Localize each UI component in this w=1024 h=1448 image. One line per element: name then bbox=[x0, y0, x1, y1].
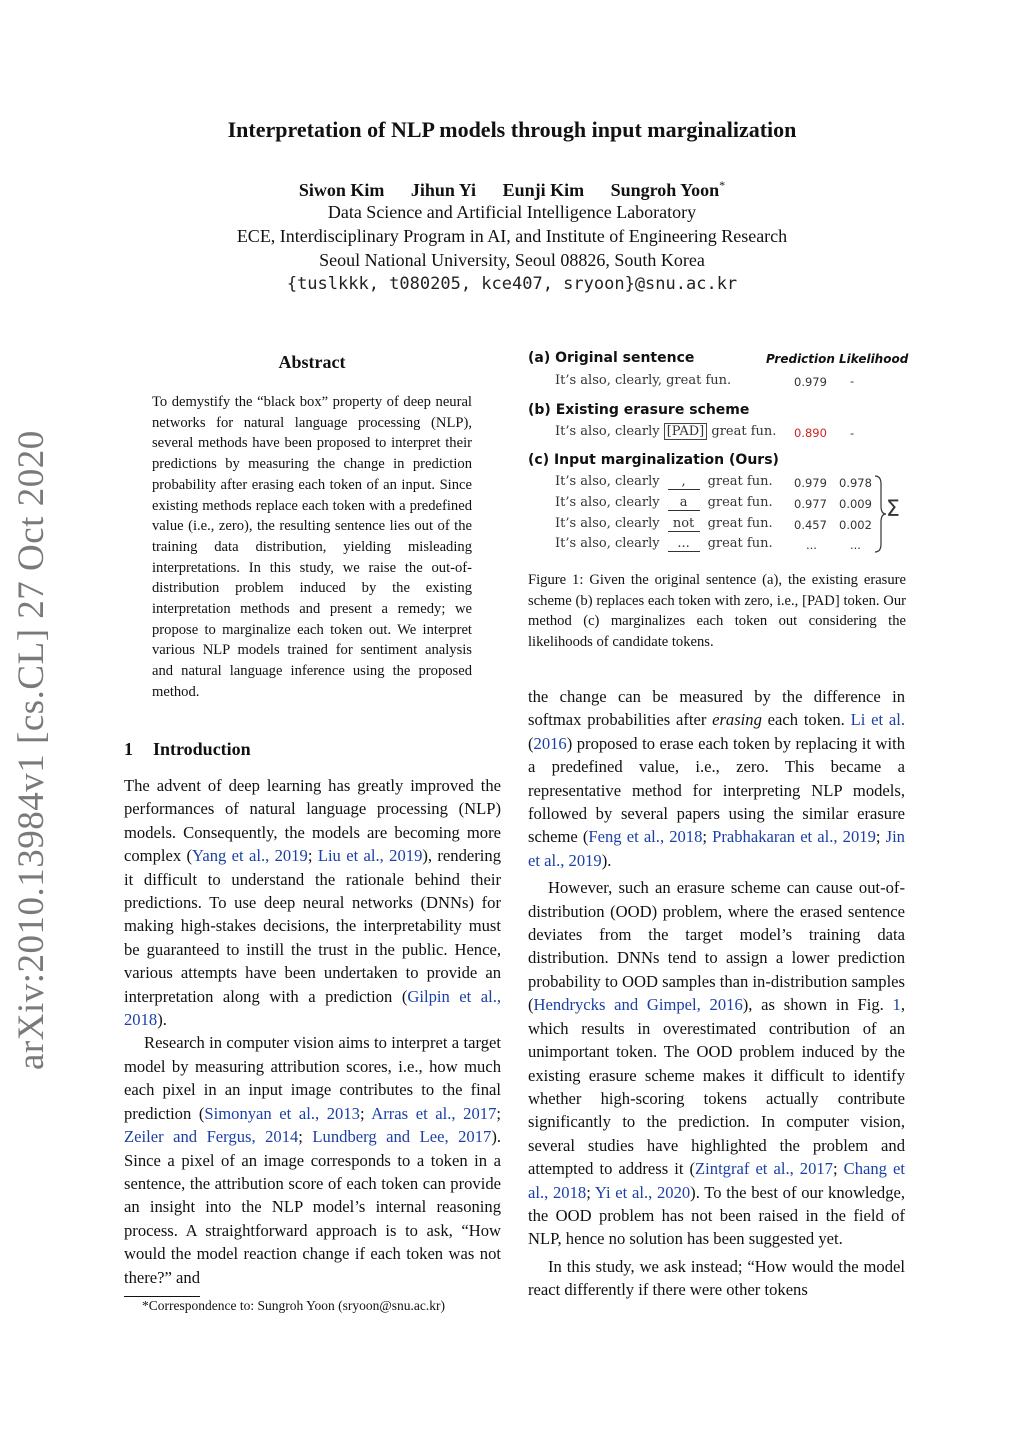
citation-link[interactable]: Liu et al., 2019 bbox=[317, 846, 423, 866]
citation-link[interactable]: Li et al. bbox=[850, 710, 905, 730]
citation-link[interactable]: Gilpin et al., 2018 bbox=[124, 986, 501, 1030]
citation-link[interactable]: Zintgraf et al., 2017 bbox=[695, 1159, 833, 1179]
col-likelihood: Likelihood bbox=[839, 352, 909, 366]
pred-value: ... bbox=[806, 538, 817, 552]
candidate-token: , bbox=[668, 474, 700, 490]
sum-symbol: Σ bbox=[886, 497, 900, 522]
intro-paragraph-3: the change can be measured by the difference in softmax probabilities after erasing each token. Li et al. (2016) proposed to erase each token by replacing it with a predefined value, i.e., zero. This became a representative method for interpreting NLP models, followed by several papers using the similar erasure scheme (Feng et al., 2018; Prabhakaran et al., 2019; Jin et al., 2019). bbox=[528, 687, 905, 870]
like-value: 0.978 bbox=[839, 476, 872, 490]
pred-value: 0.457 bbox=[794, 518, 827, 532]
author-name: Siwon Kim bbox=[298, 180, 385, 200]
author-list bbox=[0, 178, 1024, 201]
like-value: - bbox=[850, 426, 855, 440]
author-name: Eunji Kim bbox=[502, 180, 585, 200]
section-title: Introduction bbox=[153, 739, 251, 759]
figure-label-a: (a) Original sentence bbox=[528, 350, 695, 366]
citation-link[interactable]: Yi et al., 2020 bbox=[594, 1182, 691, 1202]
citation-link[interactable]: Zeiler and Fergus, 2014 bbox=[124, 1127, 299, 1147]
citation-link[interactable]: Yang et al., 2019 bbox=[192, 846, 308, 866]
intro-paragraph-4: However, such an erasure scheme can cause out-of-distribution (OOD) problem, where the erased sentence deviates from the target model’s training data distribution. DNNs tend to assign a lower prediction probability to OOD samples than in-distribution samples (Hendrycks and Gimpel, 2016), as shown in Fig. 1, which results in overestimated contribution of an unimportant token. The OOD problem induced by the existing erasure scheme makes it difficult to identify whether high-scoring tokens actually contribute significantly to the prediction. In computer vision, several studies have highlighted the problem and attempted to address it (Zintgraf et al., 2017; Chang et al., 2018; Yi et al., 2020). To the best of our knowledge, the OOD problem has not been raised in the field of NLP, hence no solution has been suggested yet. bbox=[528, 878, 906, 1249]
pred-value-erased: 0.890 bbox=[794, 426, 827, 440]
figure-sentence-c: It’s also, clearly a great fun. bbox=[555, 495, 773, 510]
citation-link[interactable]: 2016 bbox=[533, 733, 567, 753]
citation-link[interactable]: Lundberg and Lee, 2017 bbox=[312, 1127, 492, 1147]
figure-label-b: (b) Existing erasure scheme bbox=[528, 402, 750, 418]
citation-link[interactable]: Prabhakaran et al., 2019 bbox=[712, 827, 876, 847]
figure-sentence-a: It’s also, clearly, great fun. bbox=[555, 373, 732, 388]
candidate-token: not bbox=[668, 516, 700, 532]
figure-sentence-b: It’s also, clearly [PAD] great fun. bbox=[555, 424, 777, 439]
candidate-token: ... bbox=[668, 536, 700, 552]
intro-paragraph-1: The advent of deep learning has greatly improved the performances of natural language processing (NLP) models. Consequently, the models are becoming more complex (Yang et al., 2019; Liu et al., 2019), rendering it difficult to understand the rationale behind their predictions. To use deep neural networks (DNNs) for making high-stakes decisions, the interpretability must be guaranteed to instill the trust in the public. Hence, various attempts have been undertaken to provide an interpretation along with a prediction (Gilpin et al., 2018). bbox=[124, 776, 501, 1030]
right-column bbox=[528, 685, 905, 1302]
citation-link[interactable]: Arras et al., 2017 bbox=[371, 1103, 497, 1123]
citation-link[interactable]: Simonyan et al., 2013 bbox=[204, 1103, 360, 1123]
author-name: Jihun Yi bbox=[410, 180, 477, 200]
author-emails: {tuslkkk, t080205, kce407, sryoon}@snu.ac.kr bbox=[286, 274, 738, 294]
arxiv-id: arXiv:2010.13984v1 [cs.CL] 27 Oct 2020 bbox=[11, 430, 52, 1070]
figure-caption: Figure 1: Given the original sentence (a), the existing erasure scheme (b) replaces each token with zero, i.e., [PAD] token. Our method (c) marginalizes each token out considering the likelihoods of candidate tokens. bbox=[528, 572, 906, 651]
citation-link[interactable]: Hendrycks and Gimpel, 2016 bbox=[533, 995, 743, 1015]
figure-link[interactable]: 1 bbox=[892, 995, 901, 1015]
figure-1 bbox=[528, 346, 908, 566]
like-value: 0.002 bbox=[839, 518, 872, 532]
abstract-body: To demystify the “black box” property of deep neural networks for natural language processing (NLP), several methods have been proposed to interpret their predictions by measuring the change in prediction probability after erasing each token of an input. Since existing methods replace each token with a predefined value (i.e., zero), the resulting sentence lies out of the training data distribution, yielding misleading interpretations. In this study, we raise the out-of-distribution problem induced by the existing interpretation methods and present a remedy; we propose to marginalize each token out. We interpret various NLP models trained for sentiment analysis and natural language inference using the proposed method. bbox=[152, 394, 472, 700]
section-heading bbox=[124, 739, 251, 760]
figure-label-c: (c) Input marginalization (Ours) bbox=[528, 452, 779, 468]
like-value: - bbox=[850, 374, 855, 388]
like-value: ... bbox=[850, 538, 861, 552]
section-number: 1 bbox=[124, 739, 133, 759]
paper-title: Interpretation of NLP models through input marginalization bbox=[227, 117, 797, 142]
author-name: Sungroh Yoon* bbox=[610, 178, 726, 200]
pad-token: [PAD] bbox=[664, 423, 708, 440]
intro-paragraph-5: In this study, we ask instead; “How would the model react differently if there were other tokens bbox=[528, 1256, 905, 1300]
figure-sentence-c: It’s also, clearly ... great fun. bbox=[555, 536, 773, 551]
footnote: *Correspondence to: Sungroh Yoon (sryoon@snu.ac.kr) bbox=[142, 1298, 446, 1313]
affiliation-univ: Seoul National University, Seoul 08826, South Korea bbox=[319, 250, 705, 270]
affiliation-dept: ECE, Interdisciplinary Program in AI, and Institute of Engineering Research bbox=[236, 226, 788, 246]
figure-sentence-c: It’s also, clearly , great fun. bbox=[555, 474, 773, 489]
pred-value: 0.979 bbox=[794, 476, 827, 490]
affiliation-lab: Data Science and Artificial Intelligence Laboratory bbox=[327, 202, 697, 222]
pred-value: 0.977 bbox=[794, 497, 827, 511]
intro-paragraph-2: Research in computer vision aims to interpret a target model by measuring attribution scores, i.e., how much each pixel in an input image contributes to the final prediction (Simonyan et al., 2013; Arras et al., 2017; Zeiler and Fergus, 2014; Lundberg and Lee, 2017). Since a pixel of an image corresponds to a token in a sentence, the attribution score of each token can provide an insight into the NLP model’s internal reasoning process. A straightforward approach is to ask, “How would the model reaction change if each token was not there?” and bbox=[124, 1033, 501, 1287]
author-mark: * bbox=[719, 178, 726, 192]
figure-sentence-c: It’s also, clearly not great fun. bbox=[555, 516, 773, 531]
footnote-rule bbox=[124, 1296, 200, 1297]
citation-link[interactable]: Chang et al., 2018 bbox=[528, 1159, 906, 1202]
citation-link[interactable]: Feng et al., 2018 bbox=[588, 827, 703, 847]
abstract-heading: Abstract bbox=[278, 352, 346, 372]
like-value: 0.009 bbox=[839, 497, 872, 511]
col-prediction: Prediction bbox=[766, 352, 835, 366]
citation-link[interactable]: Jin et al., 2019 bbox=[528, 827, 905, 870]
sum-brace-icon bbox=[873, 474, 887, 554]
pred-value: 0.979 bbox=[794, 375, 827, 389]
candidate-token: a bbox=[668, 495, 700, 511]
left-column bbox=[124, 774, 501, 1289]
